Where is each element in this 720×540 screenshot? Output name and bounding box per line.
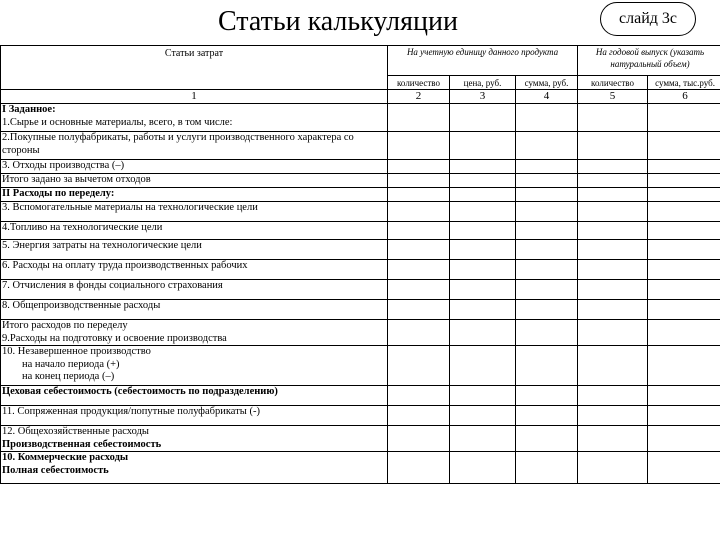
value-cell <box>450 426 516 452</box>
value-cell <box>578 160 648 174</box>
value-cell <box>388 160 450 174</box>
value-cell <box>578 260 648 280</box>
table-row <box>1 160 720 174</box>
cost-article-label: 3. Отходы производства (–) <box>2 160 125 171</box>
value-cell <box>578 386 648 406</box>
value-cell <box>388 240 450 260</box>
value-cell <box>450 320 516 346</box>
value-cell <box>578 188 648 202</box>
value-cell <box>388 260 450 280</box>
table-row <box>1 188 720 202</box>
cost-article-label: на конец периода (–) <box>22 371 115 382</box>
slide-label: слайд 3с <box>600 2 696 36</box>
value-cell <box>388 202 450 222</box>
value-cell <box>516 260 578 280</box>
value-cell <box>516 174 578 188</box>
value-cell <box>648 452 720 484</box>
cost-article-cell <box>1 202 388 222</box>
cost-article-cell <box>1 386 388 406</box>
value-cell <box>648 406 720 426</box>
header-annual: На годовой выпуск (указать натуральный объем) <box>578 46 720 76</box>
table-row <box>1 406 720 426</box>
header-quantity: количество <box>388 76 450 90</box>
cost-article-label: 1.Сырье и основные материалы, всего, в том числе: <box>2 116 233 128</box>
value-cell <box>516 202 578 222</box>
value-cell <box>450 174 516 188</box>
value-cell <box>648 132 720 160</box>
column-number: 6 <box>648 90 720 104</box>
table-row <box>1 104 720 132</box>
table-row <box>1 386 720 406</box>
cost-table-container <box>0 45 720 497</box>
column-number: 1 <box>1 90 388 104</box>
value-cell <box>516 132 578 160</box>
cost-article-label: 3. Вспомогательные материалы на технологические цели <box>2 202 258 213</box>
value-cell <box>450 104 516 132</box>
value-cell <box>516 426 578 452</box>
cost-article-cell <box>1 132 388 160</box>
cost-article-cell <box>1 452 388 484</box>
cost-article-label: 11. Сопряженная продукция/попутные полуфабрикаты (-) <box>2 406 260 417</box>
value-cell <box>578 132 648 160</box>
value-cell <box>578 174 648 188</box>
cost-article-label: Производственная себестоимость <box>2 438 162 450</box>
cost-article-label: Полная себестоимость <box>2 464 109 476</box>
table-row <box>1 260 720 280</box>
value-cell <box>648 104 720 132</box>
table-body <box>1 104 720 484</box>
value-cell <box>450 240 516 260</box>
value-cell <box>450 160 516 174</box>
value-cell <box>578 452 648 484</box>
cost-article-cell <box>1 280 388 300</box>
value-cell <box>388 386 450 406</box>
header-per-unit: На учетную единицу данного продукта <box>388 46 578 76</box>
value-cell <box>388 188 450 202</box>
header-annual-quantity: количество <box>578 76 648 90</box>
value-cell <box>648 202 720 222</box>
cost-article-cell <box>1 346 388 386</box>
value-cell <box>578 320 648 346</box>
value-cell <box>450 132 516 160</box>
cost-article-label: II Расходы по переделу: <box>2 188 115 199</box>
column-number: 4 <box>516 90 578 104</box>
value-cell <box>578 280 648 300</box>
cost-article-label: 5. Энергия затраты на технологические цели <box>2 240 202 251</box>
cost-article-label: 7. Отчисления в фонды социального страхования <box>2 280 223 291</box>
cost-article-cell <box>1 406 388 426</box>
value-cell <box>648 426 720 452</box>
table-row <box>1 280 720 300</box>
value-cell <box>450 386 516 406</box>
value-cell <box>388 452 450 484</box>
value-cell <box>388 320 450 346</box>
value-cell <box>648 280 720 300</box>
value-cell <box>648 386 720 406</box>
table-row <box>1 174 720 188</box>
column-number: 5 <box>578 90 648 104</box>
value-cell <box>388 426 450 452</box>
value-cell <box>648 260 720 280</box>
value-cell <box>388 300 450 320</box>
value-cell <box>516 386 578 406</box>
table-row <box>1 222 720 240</box>
value-cell <box>450 300 516 320</box>
value-cell <box>578 202 648 222</box>
cost-article-cell <box>1 320 388 346</box>
cost-article-cell <box>1 426 388 452</box>
table-row <box>1 320 720 346</box>
value-cell <box>516 280 578 300</box>
cost-article-label: 9.Расходы на подготовку и освоение производства <box>2 332 227 344</box>
table-row <box>1 240 720 260</box>
value-cell <box>516 188 578 202</box>
value-cell <box>578 346 648 386</box>
value-cell <box>516 406 578 426</box>
column-number: 3 <box>450 90 516 104</box>
value-cell <box>516 452 578 484</box>
header-price: цена, руб. <box>450 76 516 90</box>
header-sum: сумма, руб. <box>516 76 578 90</box>
value-cell <box>516 300 578 320</box>
cost-calculation-table <box>0 45 720 484</box>
cost-article-label: 8. Общепроизводственные расходы <box>2 300 161 311</box>
cost-article-label: 10. Незавершенное производство <box>2 346 151 357</box>
value-cell <box>450 406 516 426</box>
cost-article-label: I Заданное: <box>2 104 56 115</box>
cost-article-cell <box>1 160 388 174</box>
table-row <box>1 426 720 452</box>
value-cell <box>578 222 648 240</box>
value-cell <box>388 104 450 132</box>
value-cell <box>516 320 578 346</box>
value-cell <box>578 104 648 132</box>
value-cell <box>450 260 516 280</box>
table-row <box>1 346 720 386</box>
header-row-1 <box>1 46 720 76</box>
cost-article-label: 6. Расходы на оплату труда производственных рабочих <box>2 260 248 271</box>
value-cell <box>450 452 516 484</box>
value-cell <box>388 406 450 426</box>
cost-article-label: 12. Общехозяйственные расходы <box>2 426 149 437</box>
cost-article-label: на начало периода (+) <box>22 358 120 370</box>
cost-article-label: 10. Коммерческие расходы <box>2 452 129 463</box>
table-row <box>1 132 720 160</box>
cost-article-label: Итого расходов по переделу <box>2 320 128 331</box>
value-cell <box>516 346 578 386</box>
column-numbers-row <box>1 90 720 104</box>
value-cell <box>388 346 450 386</box>
page-title: Статьи калькуляции <box>218 6 458 37</box>
cost-article-cell <box>1 240 388 260</box>
value-cell <box>648 320 720 346</box>
header-articles: Статьи затрат <box>1 46 388 90</box>
table-row <box>1 202 720 222</box>
value-cell <box>516 240 578 260</box>
value-cell <box>578 300 648 320</box>
value-cell <box>578 406 648 426</box>
column-number: 2 <box>388 90 450 104</box>
header-annual-sum: сумма, тыс.руб. <box>648 76 720 90</box>
value-cell <box>648 346 720 386</box>
cost-article-label: Цеховая себестоимость (себестоимость по подразделению) <box>2 386 278 397</box>
cost-article-cell <box>1 104 388 132</box>
value-cell <box>450 188 516 202</box>
value-cell <box>648 240 720 260</box>
cost-article-label: 4.Топливо на технологические цели <box>2 222 163 233</box>
value-cell <box>648 160 720 174</box>
value-cell <box>516 104 578 132</box>
value-cell <box>388 132 450 160</box>
value-cell <box>450 280 516 300</box>
value-cell <box>388 174 450 188</box>
value-cell <box>450 346 516 386</box>
value-cell <box>578 240 648 260</box>
value-cell <box>450 222 516 240</box>
value-cell <box>516 160 578 174</box>
value-cell <box>388 222 450 240</box>
cost-article-cell <box>1 260 388 280</box>
value-cell <box>388 280 450 300</box>
cost-article-cell <box>1 300 388 320</box>
value-cell <box>450 202 516 222</box>
value-cell <box>648 300 720 320</box>
value-cell <box>516 222 578 240</box>
table-row <box>1 452 720 484</box>
cost-article-cell <box>1 188 388 202</box>
cost-article-label: 2.Покупные полуфабрикаты, работы и услуги производственного характера со стороны <box>2 132 354 156</box>
value-cell <box>648 222 720 240</box>
value-cell <box>578 426 648 452</box>
value-cell <box>648 188 720 202</box>
table-row <box>1 300 720 320</box>
cost-article-label: Итого задано за вычетом отходов <box>2 174 151 185</box>
cost-article-cell <box>1 222 388 240</box>
cost-article-cell <box>1 174 388 188</box>
value-cell <box>648 174 720 188</box>
